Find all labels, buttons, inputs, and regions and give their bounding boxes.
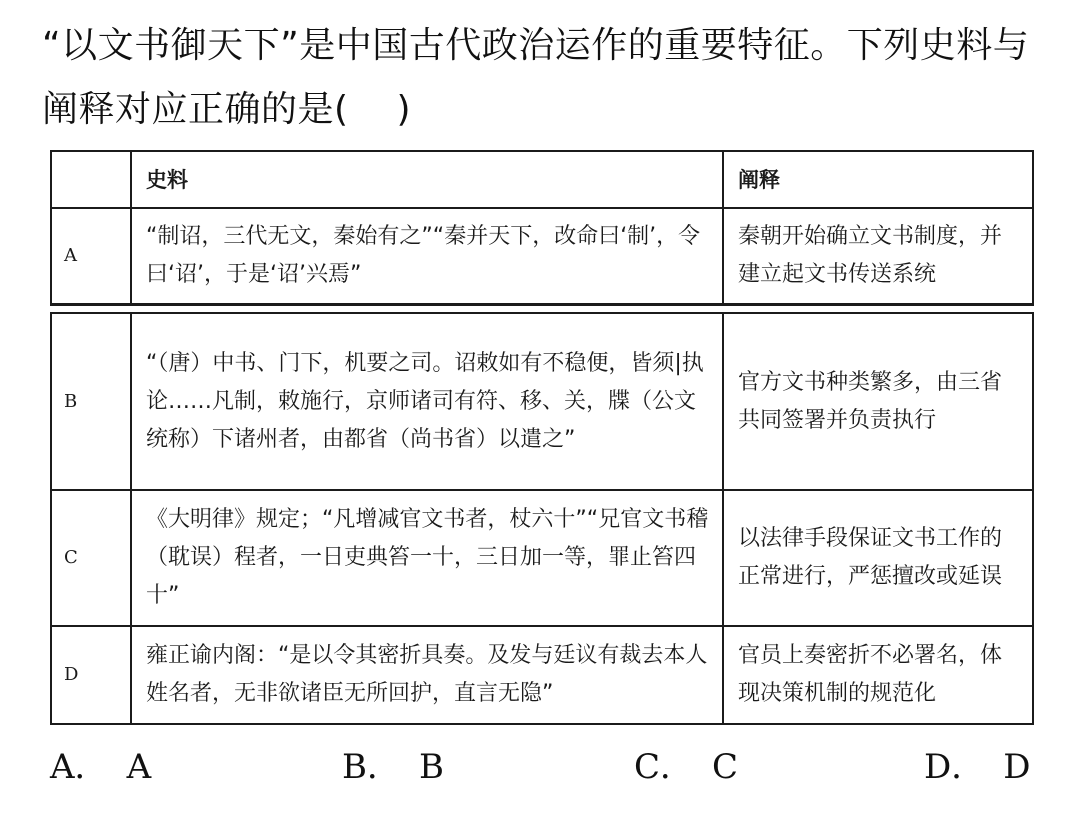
- option-a[interactable]: [50, 742, 151, 792]
- table-header-row: [51, 151, 1033, 208]
- header-key-cell: [51, 151, 131, 208]
- table-row: [51, 208, 1033, 304]
- question-stem: [42, 14, 1052, 142]
- row-interpretation-cell: 秦朝开始确立文书制度，并建立起文书传送系统: [723, 208, 1033, 304]
- option-b[interactable]: [342, 742, 444, 792]
- header-source-cell: 史料: [131, 151, 723, 208]
- source-table-top: [50, 150, 1034, 306]
- row-key-cell: D: [51, 626, 131, 724]
- row-key-cell: C: [51, 490, 131, 626]
- header-interpretation-cell: 阐释: [723, 151, 1033, 208]
- source-table-bottom: [50, 312, 1034, 725]
- option-d[interactable]: [924, 742, 1031, 792]
- row-source-cell: 《大明律》规定；“凡增减官文书者，杖六十”“兄官文书稽（耽误）程者，一日吏典笞一十，三日加一等，罪止笞四十”: [131, 490, 723, 626]
- table-row: [51, 490, 1033, 626]
- row-source-cell: 雍正谕内阁：“是以令其密折具奏。及发与廷议有裁去本人姓名者，无非欲诸臣无所回护，直言无隐”: [131, 626, 723, 724]
- option-text: D: [1003, 747, 1031, 787]
- row-source-cell: “（唐）中书、门下，机要之司。诏敕如有不稳便，皆须|执论……凡制，敕施行，京师诸司有符、移、关，牒（公文统称）下诸州者，由都省（尚书省）以遣之”: [131, 313, 723, 490]
- row-key-cell: A: [51, 208, 131, 304]
- option-text: B: [419, 747, 444, 787]
- option-text: C: [712, 747, 739, 787]
- row-interpretation-cell: 官员上奏密折不必署名，体现决策机制的规范化: [723, 626, 1033, 724]
- question-text: “以文书御天下”是中国古代政治运作的重要特征。下列史料与阐释对应正确的是(: [42, 25, 1030, 130]
- option-text: A: [126, 747, 152, 787]
- table-row: [51, 626, 1033, 724]
- question-close-paren: ): [396, 89, 412, 130]
- option-letter: B．: [342, 747, 401, 787]
- row-source-cell: “制诏，三代无文，秦始有之”“秦并天下，改命曰‘制’，令曰‘诏’，于是‘诏’兴焉”: [131, 208, 723, 304]
- answer-options: [50, 742, 1050, 792]
- row-interpretation-cell: 以法律手段保证文书工作的正常进行，严惩擅改或延误: [723, 490, 1033, 626]
- row-key-cell: B: [51, 313, 131, 490]
- option-letter: D．: [924, 747, 986, 787]
- option-c[interactable]: [634, 742, 738, 792]
- option-letter: C．: [634, 747, 695, 787]
- table-row: [51, 313, 1033, 490]
- option-letter: A．: [50, 747, 109, 787]
- row-interpretation-cell: 官方文书种类繁多，由三省共同签署并负责执行: [723, 313, 1033, 490]
